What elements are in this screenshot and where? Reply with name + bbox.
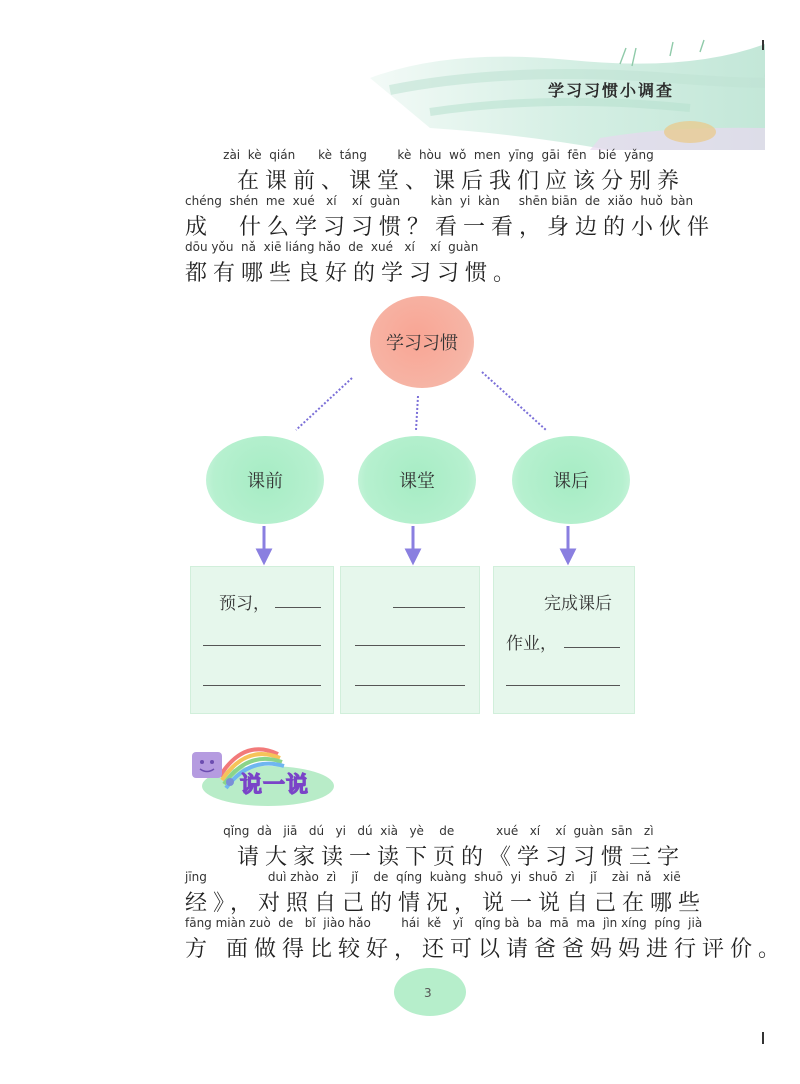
arrow-middle-head [407,550,419,562]
fill-blank[interactable] [564,647,620,648]
fill-box-in-class [340,566,480,714]
hanzi-text: 方 面做得比较好，还可以请爸爸妈妈进行评价。 [185,937,786,962]
connector-right [482,372,546,430]
hanzi-text: 请大家读一读下页的《学习习惯三字 [185,845,685,870]
fill-blank[interactable] [275,607,321,608]
branch-node-after-class: 课后 [512,436,630,524]
hanzi-text: 都有哪些良好的学习习惯。 [185,261,522,286]
fill-blank[interactable] [355,645,465,646]
hanzi-text: 成 什么学习习惯？看一看，身边的小伙伴 [185,215,715,240]
page-header-title: 学习习惯小调查 [548,81,675,100]
say-section-title: 说一说 [240,773,310,798]
fill-blank[interactable] [203,645,321,646]
fill-box-text: 作业， [506,634,557,654]
pinyin-text: dōu yǒu nǎ xiē liáng hǎo de xué xí xí guàn [185,240,479,254]
branch-node-in-class: 课堂 [358,436,476,524]
fill-blank[interactable] [203,685,321,686]
arrow-right-head [562,550,574,562]
say-line [185,824,685,870]
pinyin-text: jīng duì zhào zì jǐ de qíng kuàng shuō yi shuō zì jǐ zài nǎ xiē [185,870,681,884]
fill-box-text: 预习， [219,594,270,614]
say-paragraph [185,824,786,962]
say-line [185,916,786,962]
pinyin-text: chéng shén me xué xí xí guàn kàn yi kàn shēn biān de xiǎo huǒ bàn [185,194,694,208]
page-number: 3 [424,986,432,1000]
arrow-left-head [258,550,270,562]
fill-blank[interactable] [355,685,465,686]
fill-box-before-class [190,566,334,714]
connector-left [296,378,352,430]
hanzi-text: 在课前、课堂、课后我们应该分别养 [185,169,685,194]
fill-blank[interactable] [393,607,465,608]
fill-box-text: 完成课后 [544,594,612,614]
fill-blank[interactable] [506,685,620,686]
pinyin-text: zài kè qián kè táng kè hòu wǒ men yīng gāi fēn bié yǎng [185,148,654,162]
diagram-root-node: 学习习惯 [370,296,474,388]
fill-box-after-class [493,566,635,714]
pinyin-text: fāng miàn zuò de bǐ jiào hǎo hái kě yǐ qǐng bà ba mā ma jìn xíng píng jià [185,916,703,930]
hanzi-text: 经》，对照自己的情况，说一说自己在哪些 [185,891,707,916]
branch-node-before-class: 课前 [206,436,324,524]
say-line [185,870,707,916]
pinyin-text: qǐng dà jiā dú yi dú xià yè de xué xí xí guàn sān zì [185,824,654,838]
connector-middle [416,396,418,430]
